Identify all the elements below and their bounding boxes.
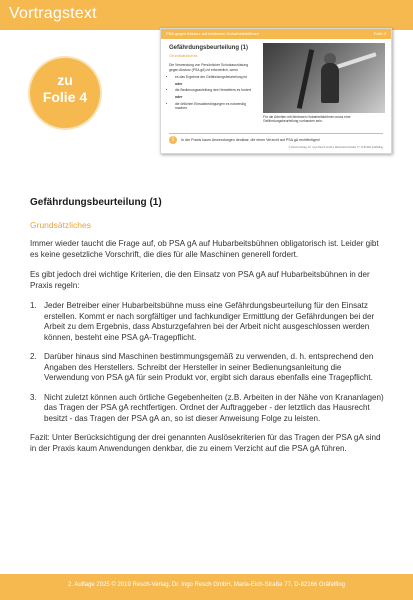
- slide-badge: [30, 58, 100, 128]
- section-subheading: Grundsätzliches: [30, 220, 91, 230]
- body-text: [30, 239, 385, 464]
- slide-header-number: Folie 4: [373, 31, 386, 36]
- list-item-text: Nicht zuletzt können auch örtliche Gegebenheiten (z.B. Arbeiten in der Nähe von Krananlagen) das Tragen der PSA gA rechtfertigen. Ordnet der Auftraggeber - der letztlich das Hausrecht besitzt - das Tragen der PSA gA an, so ist dieser Anweisung Folge zu leisten.: [44, 392, 384, 423]
- slide-bullet-list: [169, 75, 255, 111]
- slide-caption: Für die Arbeiten mit fahrbaren Hubarbeitsbühnen muss eine Gefährdungsbeurteilung vorhanden sein.: [263, 115, 351, 124]
- slide-photo-aerial-work-platform: [263, 43, 385, 113]
- slide-header-title: PSA gegen Absturz auf fahrbaren Hubarbeitsbühnen: [166, 31, 260, 36]
- badge-line-1: zu: [57, 72, 73, 88]
- photo-railing: [333, 52, 376, 69]
- section-heading: Gefährdungsbeurteilung (1): [30, 197, 162, 208]
- conclusion: Fazit: Unter Berücksichtigung der drei genannten Auslösekriterien für das Tragen der PSA gA sind in der Praxis kaum Anwendungen denkbar, die zu einem Verzicht auf die PSA gA führen.: [30, 433, 381, 453]
- slide-title: Gefährdungsbeurteilung (1): [169, 45, 249, 51]
- slide-header-bar: [161, 29, 391, 39]
- page-title: Vortragstext: [9, 5, 97, 22]
- photo-rail: [297, 49, 314, 109]
- slide-bullet: • die örtlichen Einsatzbedingungen es notwendig machen.: [175, 102, 255, 111]
- paragraph: Immer wieder taucht die Frage auf, ob PSA gA auf Hubarbeitsbühnen obligatorisch ist. Leider gibt es keine gesetzliche Vorschrift, die dies für alle Maschinen generell fordert.: [30, 239, 379, 259]
- slide-bullet: • die Bedienungsanleitung des Herstellers es fordert: [175, 88, 255, 93]
- slide-bullet: oder: [175, 81, 183, 86]
- slide-text: [169, 63, 255, 113]
- list-item-text: Jeder Betreiber einer Hubarbeitsbühne muss eine Gefährdungsbeurteilung für den Einsatz erstellen. Kommt er nach sorgfältiger und fachkundiger Ermittlung der Gefährdungen bei der Arbeit zu dem Ergebnis, dass Absturzgefahren bei der Arbeit nicht ausgeschlossen werden können, besteht eine PSA gA-Tragepflicht.: [44, 301, 375, 342]
- list-item: [30, 301, 385, 343]
- list-item: [30, 393, 385, 425]
- slide-bullet: • es das Ergebnis der Gefährdungsbeurteilung ist: [175, 75, 255, 80]
- list-number: 3.: [30, 392, 37, 402]
- paragraph: Es gibt jedoch drei wichtige Kriterien, die den Einsatz von PSA gA auf Hubarbeitsbühnen in der Praxis regeln:: [30, 270, 370, 290]
- slide-note: [169, 133, 383, 144]
- badge-line-2: Folie 4: [42, 89, 88, 105]
- slide-note-text: In der Praxis kaum Anwendungen denkbar, die einen Verzicht auf PSA gA rechtfertigen!: [181, 138, 321, 142]
- slide-footer: © Resch-Verlag, Dr. Ingo Resch GmbH, Maria-Eich-Straße 77, D-82166 Gräfelfing: [288, 146, 383, 149]
- list-item-text: Darüber hinaus sind Maschinen bestimmungsgemäß zu verwenden, d. h. entsprechend den Angaben des Herstellers. Schreibt der Hersteller in seiner Bedienungsanleitung die Verwendung von PSA gA für sein Produkt vor, ergibt sich daraus ebenfalls eine Tragepflicht.: [44, 352, 374, 382]
- photo-worker: [321, 63, 339, 103]
- slide-subtitle: Grundsätzliches: [169, 53, 198, 58]
- criteria-list: [30, 301, 385, 424]
- list-number: 2.: [30, 352, 37, 361]
- slide-bullet: oder: [175, 94, 183, 99]
- list-number: 1.: [30, 301, 37, 310]
- list-item: [30, 352, 385, 384]
- slide-thumbnail: [160, 28, 392, 154]
- exclamation-icon: !: [169, 136, 177, 144]
- slide-intro: Die Verwendung von Persönlicher Schutzausrüstung gegen Absturz (PSA gA) ist erforderlich, wenn: [169, 63, 249, 72]
- footer-text: 2. Auflage 2025 © 2019 Resch-Verlag, Dr. Ingo Resch GmbH, Maria-Eich-Straße 77, D-82166 Gräfelfing: [68, 582, 345, 588]
